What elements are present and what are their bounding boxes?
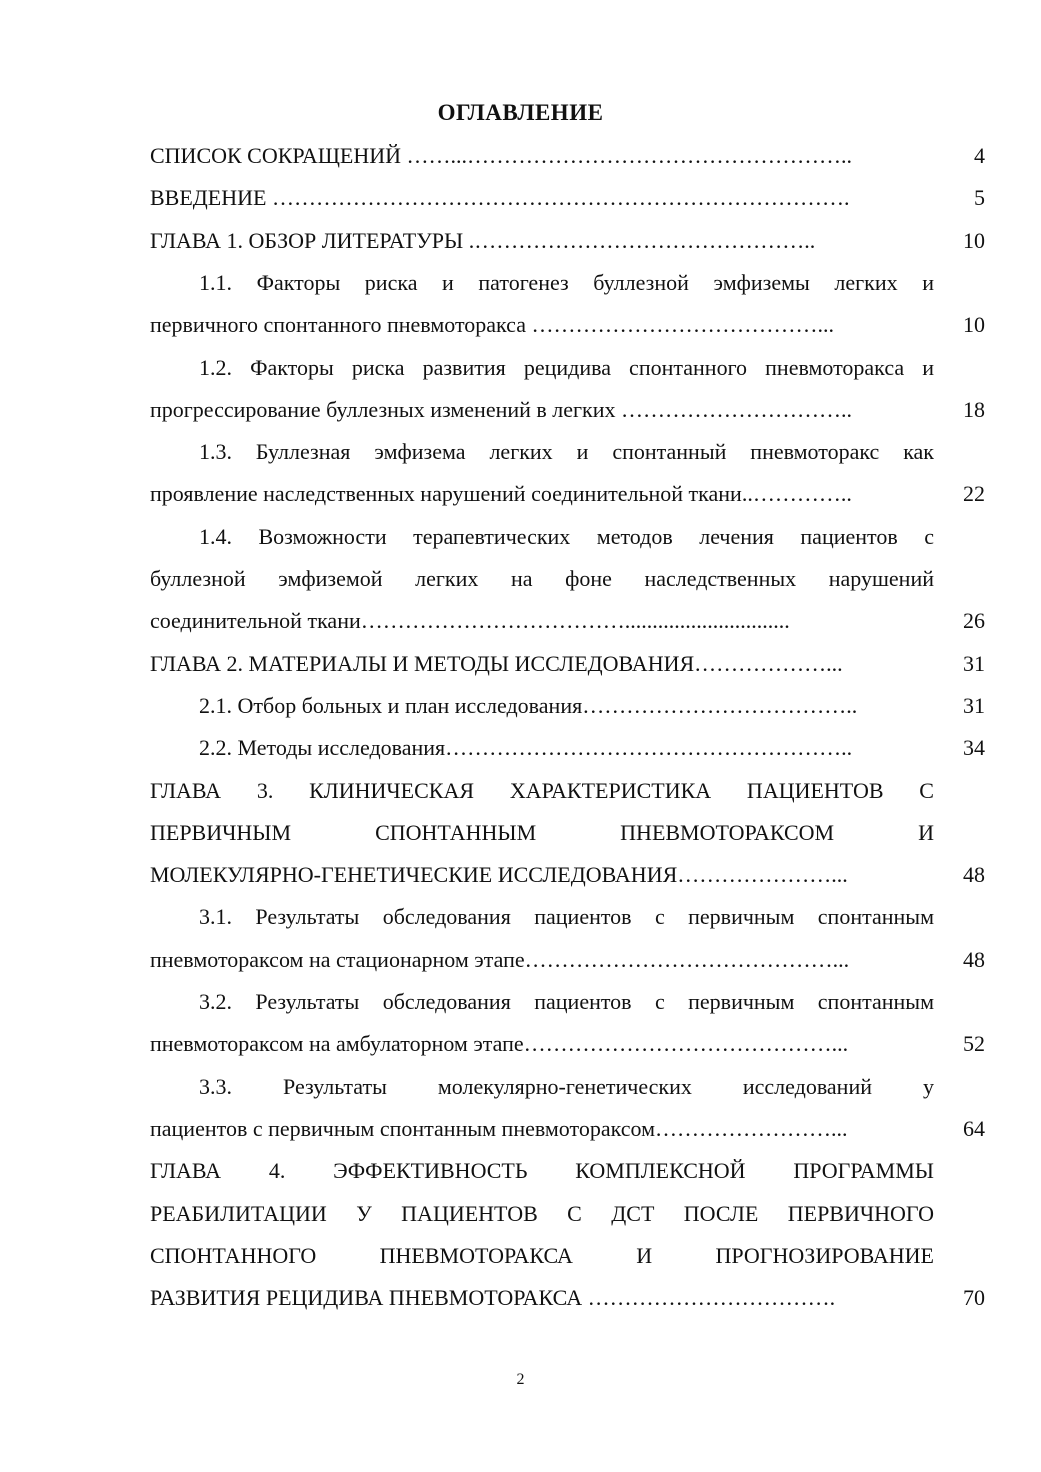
toc-entry-line: проявление наследственных нарушений соединительной ткани..………….. [150, 481, 852, 507]
toc-entry-line: 1.3. Буллезная эмфизема легких и спонтанный пневмоторакс как [199, 439, 934, 465]
toc-page-number: 26 [963, 608, 985, 634]
toc-page-number: 31 [963, 650, 985, 676]
toc-entry-line: МОЛЕКУЛЯРНО-ГЕНЕТИЧЕСКИЕ ИССЛЕДОВАНИЯ…………………... [150, 862, 848, 888]
toc-entry-line: 2.1. Отбор больных и план исследования……………………………….. [199, 692, 858, 718]
toc-page-number: 52 [963, 1031, 985, 1057]
page-title: ОГЛАВЛЕНИЕ [437, 100, 604, 125]
toc-entry-line: пациентов с первичным спонтанным пневмотораксом……………………... [150, 1115, 848, 1141]
toc-entry-line: буллезной эмфиземой легких на фоне наследственных нарушений [150, 566, 934, 591]
page-number: 2 [516, 1371, 525, 1388]
toc-page-number: 10 [963, 312, 985, 338]
toc-entry-line: пневмотораксом на амбулаторном этапе……………………………………... [150, 1031, 849, 1057]
toc-entry-line: пневмотораксом на стационарном этапе……………………………………... [150, 946, 850, 972]
toc-entry-line: ГЛАВА 3. КЛИНИЧЕСКАЯ ХАРАКТЕРИСТИКА ПАЦИЕНТОВ С [150, 777, 934, 803]
toc-page-number: 10 [963, 227, 985, 253]
toc-entry-line: ВВЕДЕНИЕ ……………………………………………………………………. [150, 185, 850, 211]
toc-page-number: 4 [974, 143, 985, 168]
toc-entry-line: 1.2. Факторы риска развития рецидива спонтанного пневмоторакса и [199, 354, 934, 380]
toc-entry-line: ГЛАВА 4. ЭФФЕКТИВНОСТЬ КОМПЛЕКСНОЙ ПРОГРАММЫ [150, 1158, 934, 1184]
toc-page-number: 70 [963, 1285, 985, 1311]
toc-entry-line: соединительной ткани……………………………….............................. [150, 608, 790, 634]
toc-entry-line: 3.1. Результаты обследования пациентов с первичным спонтанным [199, 904, 934, 930]
toc-page-number: 48 [963, 862, 985, 888]
toc-page-number: 22 [963, 481, 985, 507]
toc-page-number: 64 [963, 1115, 985, 1141]
toc-entry-line: СПИСОК СОКРАЩЕНИЙ ……...…………………………………………….. [150, 143, 853, 168]
toc-page-number: 18 [963, 396, 985, 422]
toc-entry-line: ГЛАВА 1. ОБЗОР ЛИТЕРАТУРЫ .……………………………………….. [150, 227, 816, 253]
toc-entry-line: 2.2. Методы исследования……………………………………………….. [199, 735, 853, 761]
toc-entry-line: 3.3. Результаты молекулярно-генетических исследований у [199, 1073, 934, 1099]
toc-entry-line: 3.2. Результаты обследования пациентов с первичным спонтанным [199, 989, 934, 1014]
toc-page-number: 31 [963, 692, 985, 718]
toc-entry-line: РЕАБИЛИТАЦИИ У ПАЦИЕНТОВ С ДСТ ПОСЛЕ ПЕРВИЧНОГО [150, 1200, 934, 1226]
toc-page-number: 48 [963, 946, 985, 972]
toc-entry-line: РАЗВИТИЯ РЕЦИДИВА ПНЕВМОТОРАКСА ……………………………. [150, 1285, 836, 1311]
toc-entry-line: ГЛАВА 2. МАТЕРИАЛЫ И МЕТОДЫ ИССЛЕДОВАНИЯ………………... [150, 650, 843, 676]
toc-entry-line: 1.4. Возможности терапевтических методов лечения пациентов с [199, 523, 934, 549]
toc-entry-line: 1.1. Факторы риска и патогенез буллезной эмфиземы легких и [199, 269, 934, 295]
toc-entry-line: прогрессирование буллезных изменений в легких ………………………….. [150, 396, 853, 422]
toc-entry-line: ПЕРВИЧНЫМ СПОНТАННЫМ ПНЕВМОТОРАКСОМ И [150, 819, 934, 845]
toc-entry-line: первичного спонтанного пневмоторакса …………………………………... [150, 312, 834, 338]
toc-page-number: 5 [974, 185, 985, 211]
toc-entry-line: СПОНТАННОГО ПНЕВМОТОРАКСА И ПРОГНОЗИРОВАНИЕ [150, 1242, 934, 1268]
toc-page-number: 34 [963, 735, 985, 761]
